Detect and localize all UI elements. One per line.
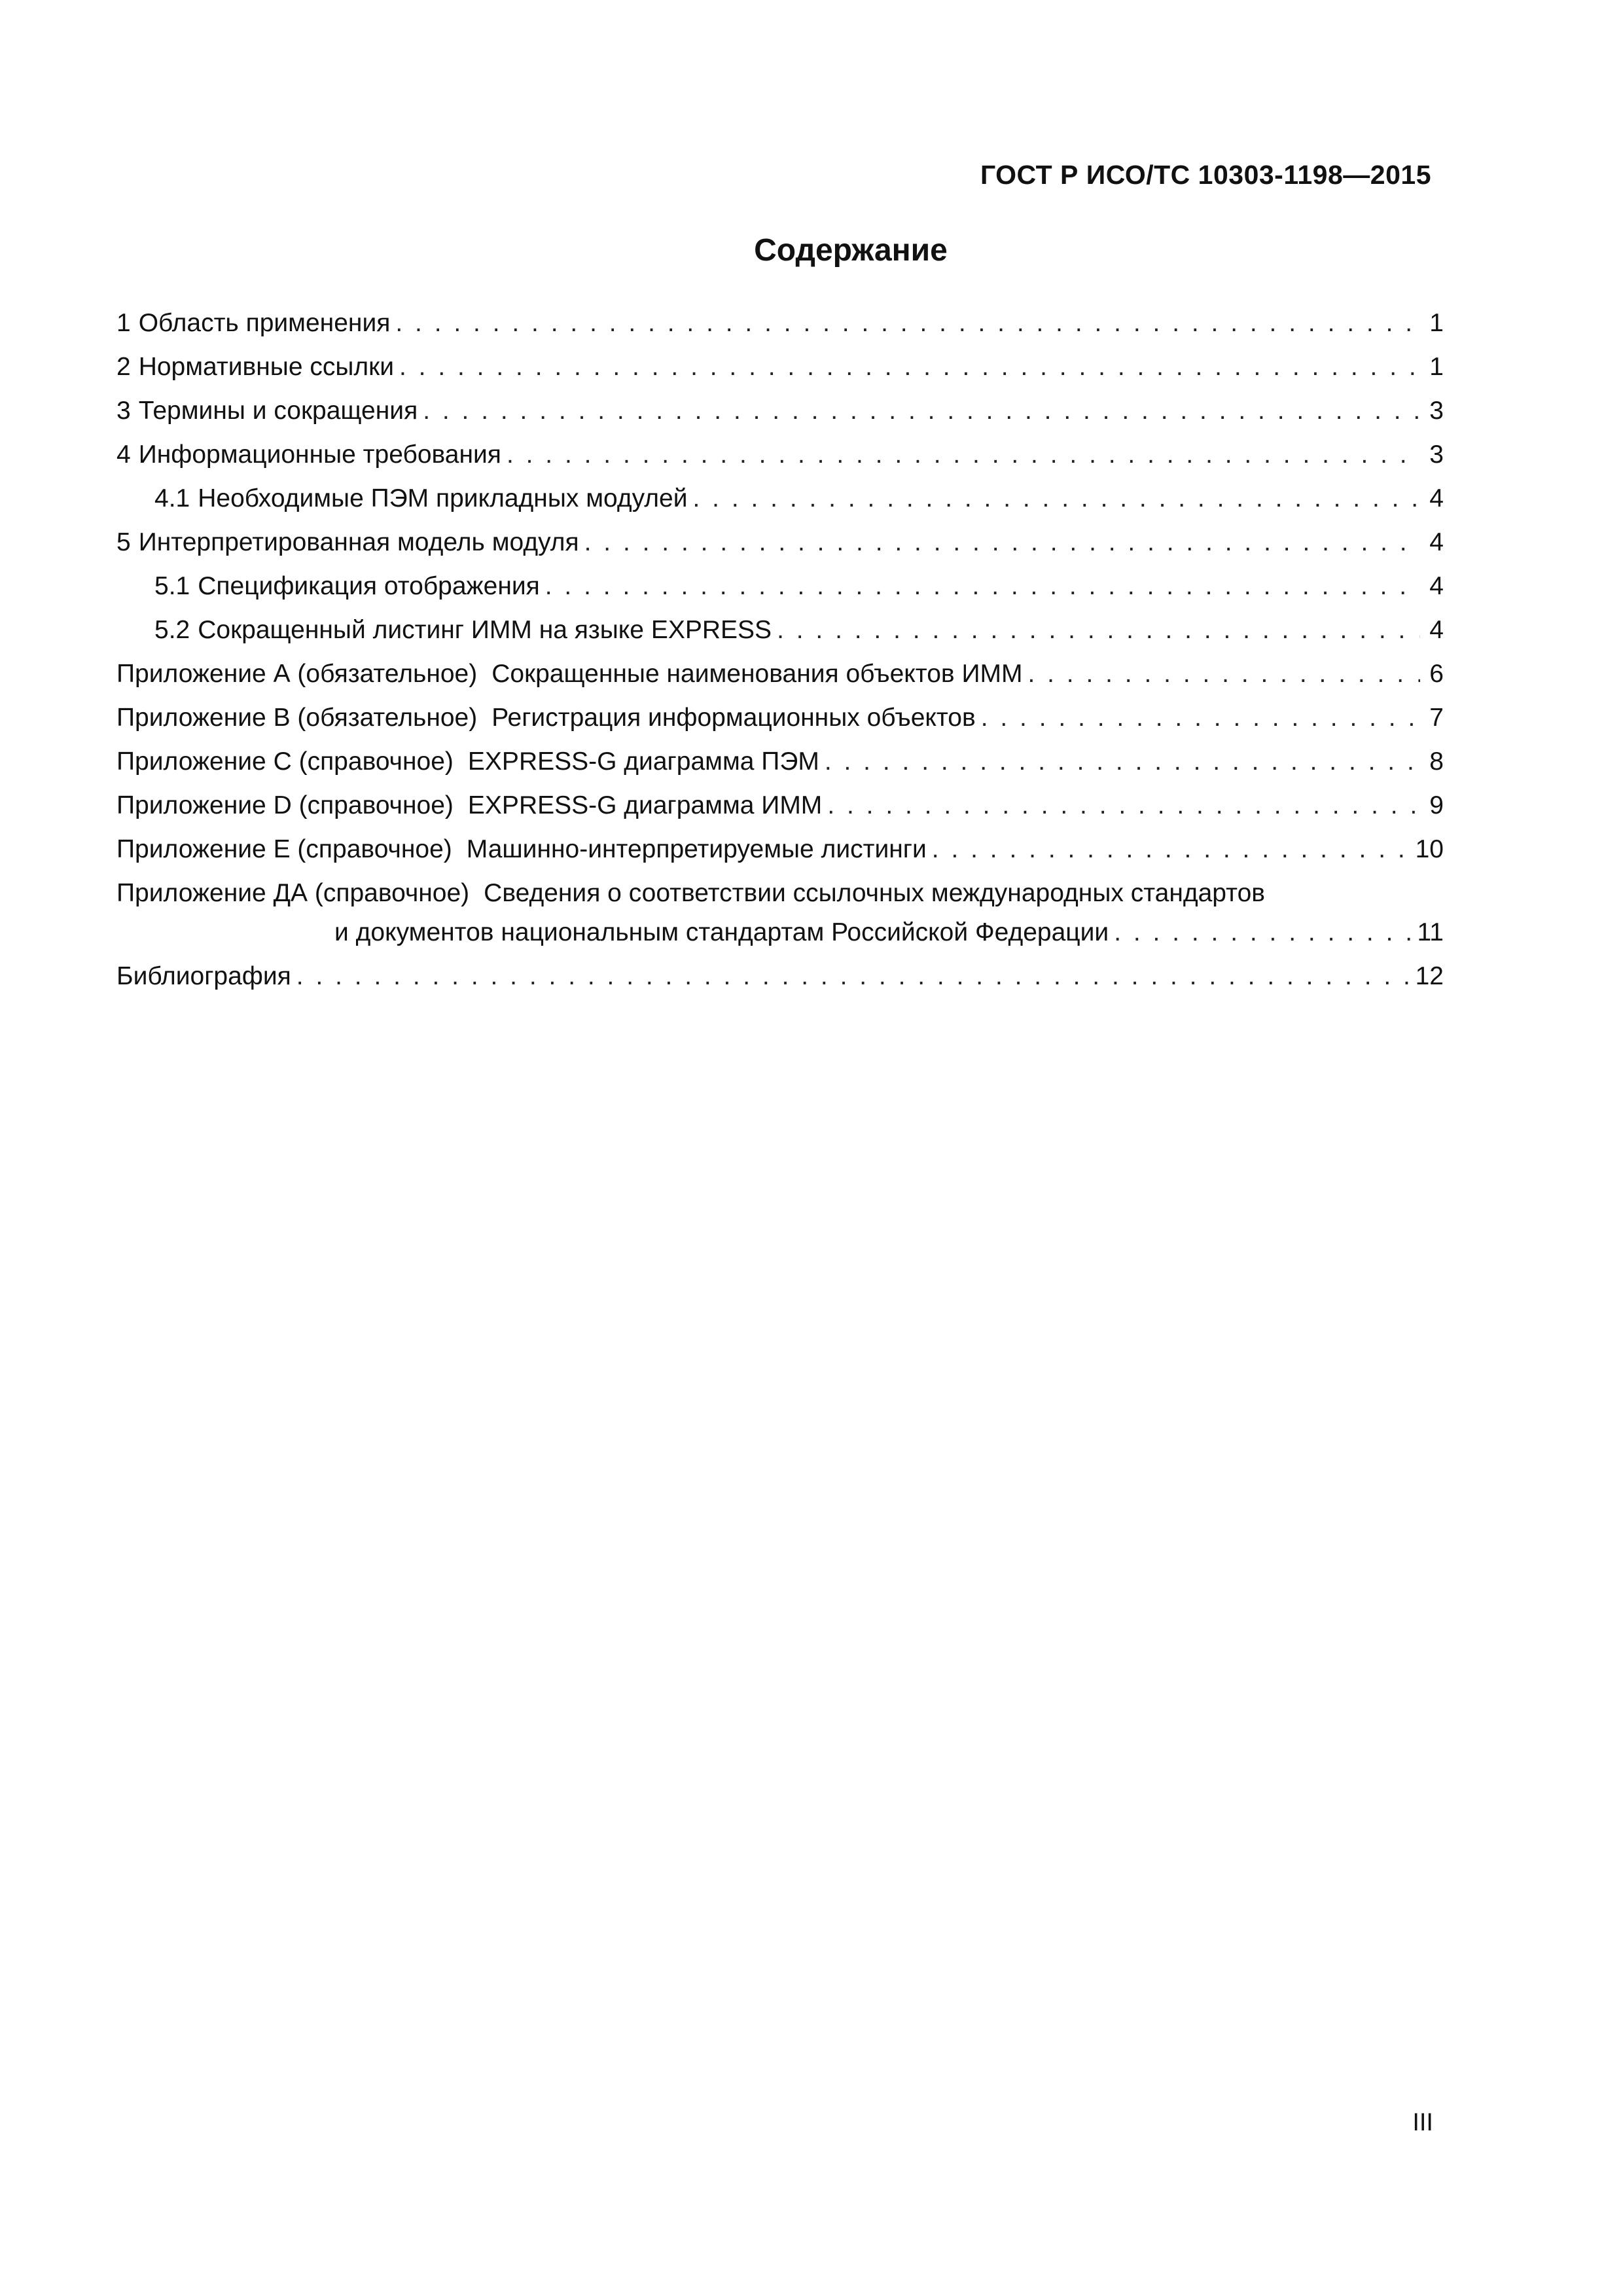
toc-entry-number: 5.1: [154, 572, 190, 600]
toc-leader-dots: [399, 353, 1420, 382]
toc-leader-dots: [777, 616, 1420, 645]
toc-entry[interactable]: [116, 962, 1444, 1006]
toc-entry-page: 3: [1429, 440, 1444, 469]
toc-entry-page: 3: [1429, 397, 1444, 425]
toc-entry-number: 5.2: [154, 616, 190, 644]
toc-entry-number: 5: [116, 528, 131, 556]
toc-subentry[interactable]: [116, 484, 1444, 528]
toc-entry-page: 4: [1429, 572, 1444, 600]
toc-appendix-entry[interactable]: [116, 835, 1444, 879]
toc-entry-title: Нормативные ссылки: [138, 353, 394, 381]
toc-leader-dots: [1027, 660, 1420, 689]
toc-entry[interactable]: [116, 397, 1444, 440]
toc-entry-title: Библиография: [116, 962, 291, 990]
toc-subentry[interactable]: [116, 572, 1444, 616]
toc-title: Содержание: [754, 233, 948, 268]
toc-entry-title: Машинно-интерпретируемые листинги: [466, 835, 927, 863]
toc-leader-dots: [825, 747, 1420, 776]
toc-appendix-entry-continuation[interactable]: [116, 918, 1444, 962]
toc-entry-title: Интерпретированная модель модуля: [138, 528, 579, 556]
toc-entry-page: 9: [1429, 791, 1444, 819]
toc-entry-page: 10: [1415, 835, 1444, 863]
toc-leader-dots: [395, 309, 1420, 338]
toc-leader-dots: [1114, 918, 1413, 947]
toc-entry[interactable]: [116, 440, 1444, 484]
toc-appendix-label: Приложение А (обязательное): [116, 660, 478, 688]
toc-appendix-entry[interactable]: [116, 879, 1444, 918]
toc-entry-title: Термины и сокращения: [138, 397, 418, 425]
toc-subentry[interactable]: [116, 616, 1444, 660]
toc-entry-page: 4: [1429, 484, 1444, 512]
toc-entry-title-line2: и документов национальным стандартам Российской Федерации: [334, 918, 1109, 946]
toc-leader-dots: [545, 572, 1420, 601]
toc-entry-number: 4.1: [154, 484, 190, 512]
toc-appendix-entry[interactable]: [116, 704, 1444, 747]
toc-appendix-entry[interactable]: [116, 747, 1444, 791]
toc-leader-dots: [507, 440, 1420, 469]
toc-entry-page: 1: [1429, 353, 1444, 381]
toc-entry-page: 4: [1429, 528, 1444, 556]
toc-entry-page: 8: [1429, 747, 1444, 776]
page-number: III: [1412, 2109, 1433, 2136]
toc-leader-dots: [932, 835, 1412, 864]
toc-entry-title: Необходимые ПЭМ прикладных модулей: [198, 484, 688, 512]
toc-entry-title: Область применения: [138, 309, 391, 337]
toc-entry-title: Сокращенные наименования объектов ИММ: [491, 660, 1023, 688]
toc-entry[interactable]: [116, 528, 1444, 572]
toc-appendix-label: Приложение D (справочное): [116, 791, 454, 819]
toc-leader-dots: [296, 962, 1412, 991]
toc-entry-title: Регистрация информационных объектов: [491, 704, 976, 732]
toc-entry-title: EXPRESS-G диаграмма ИММ: [467, 791, 823, 819]
toc-appendix-label: Приложение Е (справочное): [116, 835, 452, 863]
toc-entry-title: Сокращенный листинг ИММ на языке EXPRESS: [198, 616, 772, 644]
toc-leader-dots: [584, 528, 1420, 557]
toc-appendix-label: Приложение С (справочное): [116, 747, 454, 776]
toc-entry-page: 11: [1417, 918, 1444, 946]
toc-entry-page: 12: [1415, 962, 1444, 990]
toc-entry-number: 2: [116, 353, 131, 381]
toc-appendix-label: Приложение ДА (справочное): [116, 879, 470, 907]
toc-entry[interactable]: [116, 309, 1444, 353]
toc-leader-dots: [692, 484, 1420, 513]
toc-entry-number: 4: [116, 440, 131, 469]
document-code: ГОСТ Р ИСО/ТС 10303-1198—2015: [980, 160, 1431, 190]
toc-appendix-entry[interactable]: [116, 660, 1444, 704]
toc-entry-page: 4: [1429, 616, 1444, 644]
toc-appendix-label: Приложение В (обязательное): [116, 704, 478, 732]
toc-leader-dots: [423, 397, 1420, 425]
toc-entry-title: Спецификация отображения: [198, 572, 540, 600]
toc-entry-title: Информационные требования: [138, 440, 501, 469]
toc-entry-page: 7: [1429, 704, 1444, 732]
toc-entry-title: EXPRESS-G диаграмма ПЭМ: [467, 747, 819, 776]
toc-leader-dots: [981, 704, 1420, 732]
toc-entry-page: 1: [1429, 309, 1444, 337]
toc-appendix-entry[interactable]: [116, 791, 1444, 835]
toc-entry-number: 1: [116, 309, 131, 337]
toc-entry-number: 3: [116, 397, 131, 425]
toc-entry[interactable]: [116, 353, 1444, 397]
table-of-contents: [116, 309, 1444, 1006]
toc-entry-title-line1: Сведения о соответствии ссылочных международных стандартов: [484, 879, 1265, 907]
toc-entry-page: 6: [1429, 660, 1444, 688]
toc-leader-dots: [827, 791, 1420, 820]
